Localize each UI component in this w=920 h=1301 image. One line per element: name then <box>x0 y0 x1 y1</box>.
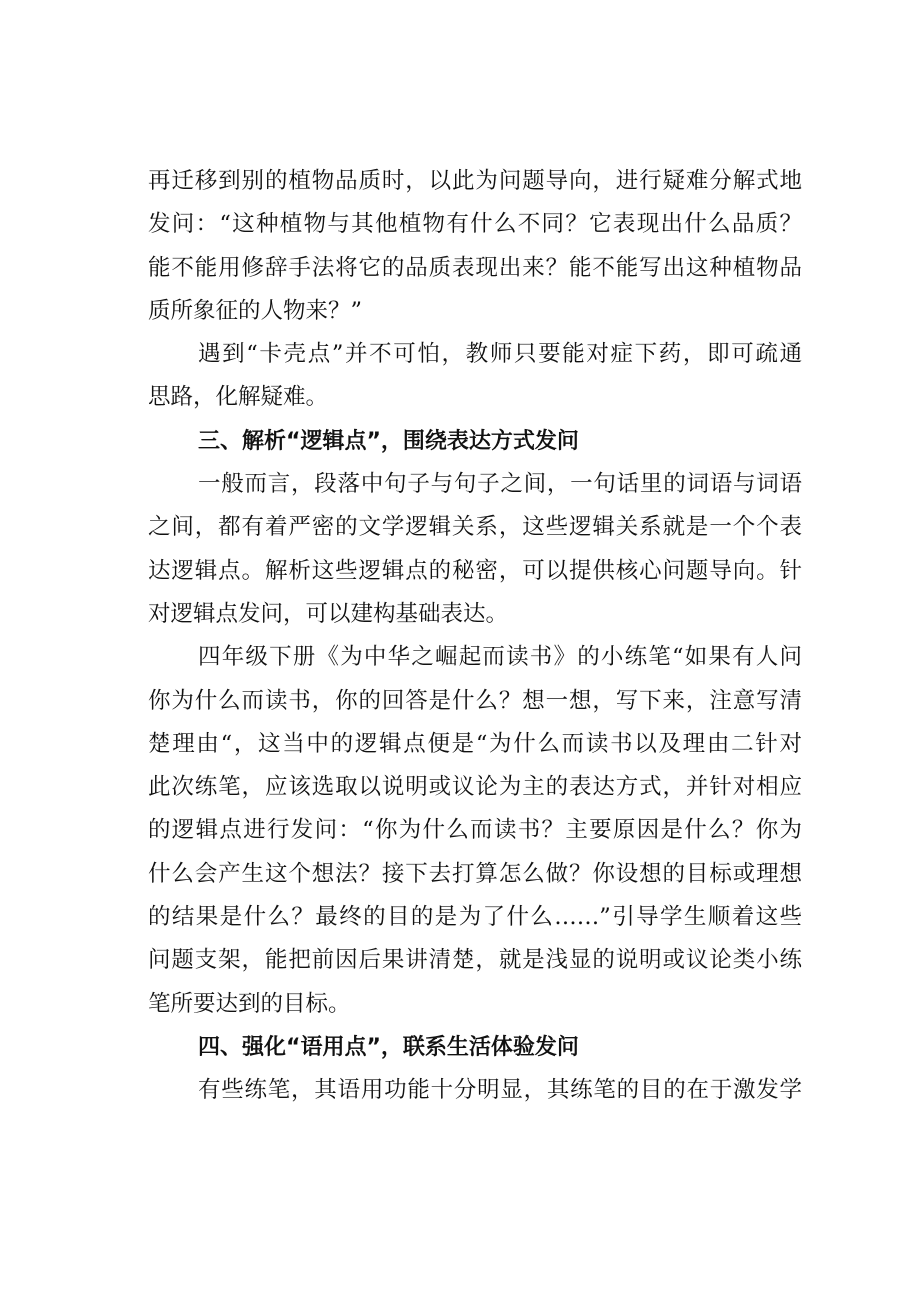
text-line: 达逻辑点。解析这些逻辑点的秘密，可以提供核心问题导向。针 <box>148 557 802 584</box>
paragraph <box>148 636 802 1026</box>
text-line: 你为什么而读书，你的回答是什么？想一想，写下来，注意写清 <box>148 687 802 714</box>
paragraph <box>148 463 802 636</box>
text-line: 再迁移到别的植物品质时，以此为问题导向，进行疑难分解式地 <box>148 168 802 194</box>
text-line: 四年级下册《为中华之崛起而读书》的小练笔“如果有人问 <box>198 644 802 671</box>
text-line: 质所象征的人物来？” <box>148 297 363 324</box>
document-page <box>148 160 802 1113</box>
text-line: 有些练笔，其语用功能十分明显，其练笔的目的在于激发学 <box>198 1077 802 1104</box>
text-line: 三、解析“逻辑点”，围绕表达方式发问 <box>198 428 579 454</box>
text-line: 能不能用修辞手法将它的品质表现出来？能不能写出这种植物品 <box>148 254 802 281</box>
paragraph <box>148 160 802 333</box>
text-line: 问题支架，能把前因后果讲清楚，就是浅显的说明或议论类小练 <box>148 947 802 974</box>
section-heading <box>148 420 802 463</box>
paragraph <box>148 1069 802 1112</box>
text-line: 什么会产生这个想法？接下去打算怎么做？你设想的目标或理想 <box>148 860 802 887</box>
text-line: 一般而言，段落中句子与句子之间，一句话里的词语与词语 <box>198 471 802 498</box>
section-heading <box>148 1026 802 1069</box>
text-line: 四、强化“语用点”，联系生活体验发问 <box>198 1034 579 1060</box>
text-line: 的逻辑点进行发问：“你为什么而读书？主要原因是什么？你为 <box>148 817 802 844</box>
text-line: 笔所要达到的目标。 <box>148 990 351 1017</box>
text-line: 此次练笔，应该选取以说明或议论为主的表达方式，并针对相应 <box>148 774 802 801</box>
text-line: 对逻辑点发问，可以建构基础表达。 <box>148 600 509 627</box>
text-line: 思路，化解疑难。 <box>148 384 329 411</box>
text-line: 楚理由“，这当中的逻辑点便是“为什么而读书以及理由二针对 <box>148 730 802 757</box>
text-line: 的结果是什么？最终的目的是为了什么……”引导学生顺着这些 <box>148 904 802 931</box>
text-line: 之间，都有着严密的文学逻辑关系，这些逻辑关系就是一个个表 <box>148 514 802 541</box>
text-line: 遇到“卡壳点”并不可怕，教师只要能对症下药，即可疏通 <box>198 341 802 368</box>
text-line: 发问：“这种植物与其他植物有什么不同？它表现出什么品质？ <box>148 211 802 238</box>
paragraph <box>148 333 802 420</box>
